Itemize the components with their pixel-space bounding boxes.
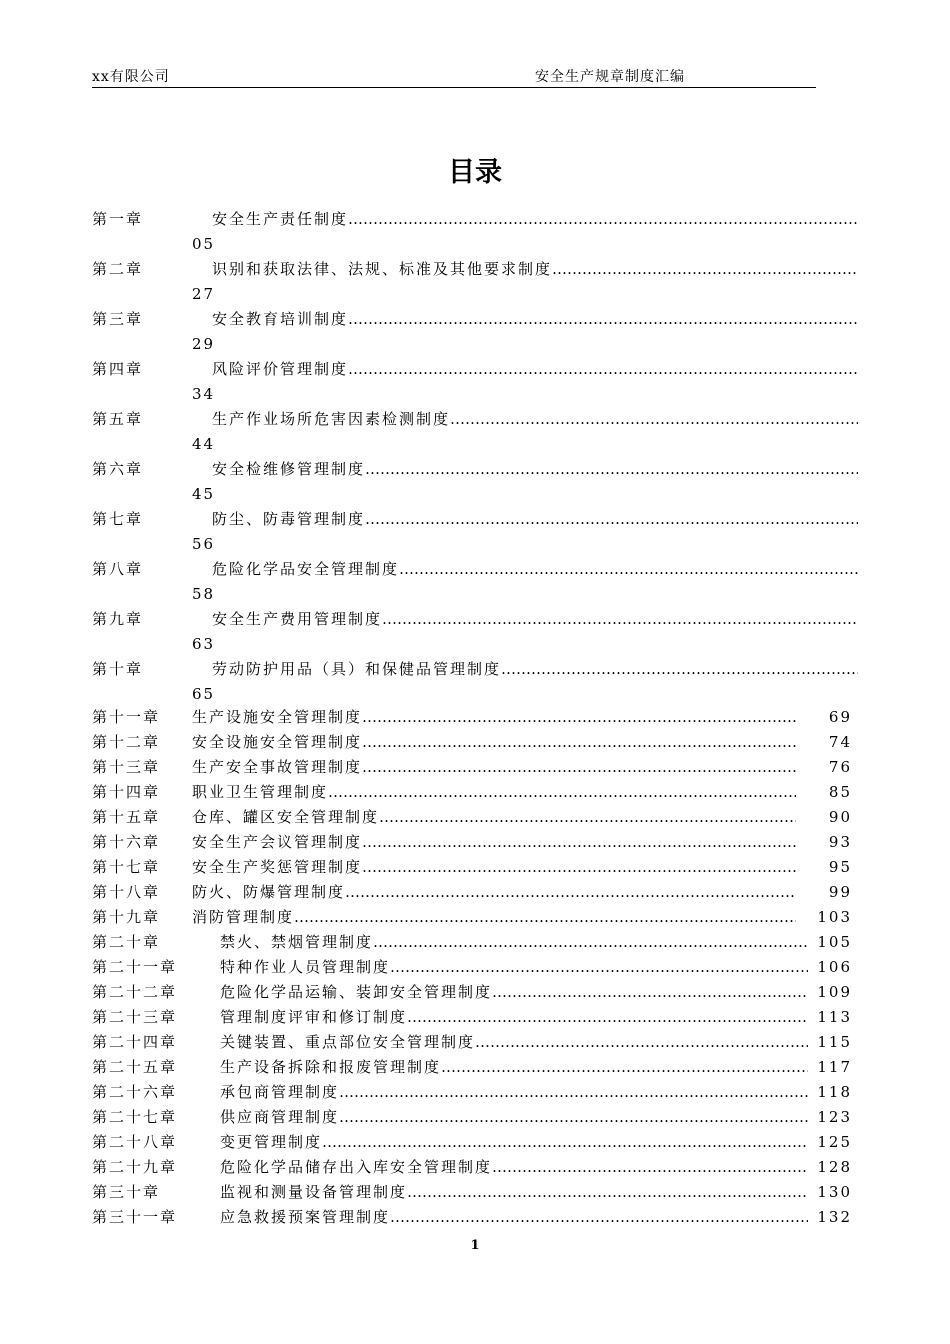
toc-dot-leader: [492, 980, 808, 1005]
toc-page-number: 117: [817, 1058, 852, 1076]
toc-dot-leader: [294, 905, 796, 930]
toc-chapter-title: 安全生产奖惩管理制度: [192, 858, 363, 876]
toc-chapter-title: 仓库、罐区安全管理制度: [192, 808, 380, 826]
toc-dot-leader: [362, 830, 796, 855]
toc-page-number: 118: [817, 1083, 852, 1101]
toc-page-number: 99: [828, 883, 852, 901]
toc-dot-leader: [390, 1205, 808, 1230]
toc-dot-leader: [379, 805, 796, 830]
toc-dot-leader: [362, 755, 796, 780]
toc-dot-leader: [390, 955, 808, 980]
toc-entry[interactable]: [92, 705, 852, 730]
toc-chapter-label: 第一章: [92, 210, 144, 228]
toc-dot-leader: [407, 1180, 808, 1205]
toc-title: 目录: [448, 157, 502, 188]
toc-chapter-label: 第三十一章: [92, 1208, 178, 1226]
toc-page-number: 123: [817, 1108, 852, 1126]
toc-entry[interactable]: [92, 730, 852, 755]
toc-chapter-title: 安全生产费用管理制度: [212, 610, 383, 628]
toc-chapter-label: 第二十章: [92, 933, 161, 951]
toc-page-number: 90: [828, 808, 852, 826]
toc-chapter-label: 第二十四章: [92, 1033, 178, 1051]
toc-page-number: 132: [817, 1208, 852, 1226]
toc-chapter-label: 第十九章: [92, 908, 161, 926]
toc-chapter-label: 第三章: [92, 310, 144, 328]
toc-entry[interactable]: [92, 830, 852, 855]
toc-entry[interactable]: [92, 507, 858, 557]
toc-chapter-label: 第二十六章: [92, 1083, 178, 1101]
toc-entry[interactable]: [92, 755, 852, 780]
toc-chapter-title: 劳动防护用品（具）和保健品管理制度: [212, 660, 502, 678]
toc-chapter-label: 第二十九章: [92, 1158, 178, 1176]
toc-chapter-title: 安全生产会议管理制度: [192, 833, 363, 851]
toc-page-number: 65: [192, 685, 216, 703]
toc-chapter-title: 应急救援预案管理制度: [220, 1208, 391, 1226]
toc-page-number: 74: [828, 733, 852, 751]
toc-entry[interactable]: [92, 1005, 852, 1030]
toc-chapter-title: 防尘、防毒管理制度: [212, 510, 366, 528]
toc-dot-leader: [345, 880, 796, 905]
toc-page-number: 128: [817, 1158, 852, 1176]
toc-chapter-label: 第十四章: [92, 783, 161, 801]
toc-chapter-label: 第十章: [92, 660, 144, 678]
toc-chapter-label: 第二十三章: [92, 1008, 178, 1026]
toc-dot-leader: [450, 407, 858, 432]
toc-chapter-title: 职业卫生管理制度: [192, 783, 329, 801]
toc-page-number: 58: [192, 585, 216, 603]
toc-entry[interactable]: [92, 307, 858, 357]
toc-chapter-label: 第二十一章: [92, 958, 178, 976]
toc-dot-leader: [339, 1080, 808, 1105]
toc-dot-leader: [475, 1030, 808, 1055]
toc-chapter-label: 第二十八章: [92, 1133, 178, 1151]
toc-chapter-label: 第二十二章: [92, 983, 178, 1001]
toc-chapter-title: 风险评价管理制度: [212, 360, 349, 378]
toc-chapter-label: 第七章: [92, 510, 144, 528]
toc-dot-leader: [492, 1155, 808, 1180]
toc-page-number: 69: [828, 708, 852, 726]
header-rule: [92, 87, 816, 88]
toc-dot-leader: [407, 1005, 808, 1030]
toc-dot-leader: [373, 930, 808, 955]
toc-chapter-title: 消防管理制度: [192, 908, 295, 926]
toc-entry[interactable]: [92, 657, 858, 707]
toc-entry[interactable]: [92, 357, 858, 407]
toc-dot-leader: [322, 1130, 808, 1155]
toc-chapter-label: 第十一章: [92, 708, 161, 726]
toc-page-number: 103: [817, 908, 852, 926]
toc-dot-leader: [552, 257, 858, 282]
toc-page-number: 130: [817, 1183, 852, 1201]
toc-page-number: 44: [192, 435, 216, 453]
toc-chapter-label: 第十八章: [92, 883, 161, 901]
toc-chapter-title: 危险化学品安全管理制度: [212, 560, 400, 578]
toc-chapter-label: 第五章: [92, 410, 144, 428]
toc-entry[interactable]: [92, 607, 858, 657]
toc-chapter-title: 安全教育培训制度: [212, 310, 349, 328]
toc-chapter-title: 生产作业场所危害因素检测制度: [212, 410, 451, 428]
header-title: 安全生产规章制度汇编: [535, 69, 685, 85]
toc-page-number: 34: [192, 385, 216, 403]
toc-entry[interactable]: [92, 780, 852, 805]
toc-chapter-title: 安全生产责任制度: [212, 210, 349, 228]
toc-chapter-title: 危险化学品储存出入库安全管理制度: [220, 1158, 493, 1176]
toc-dot-leader: [328, 780, 796, 805]
toc-chapter-title: 安全检维修管理制度: [212, 460, 366, 478]
toc-dot-leader: [365, 507, 858, 532]
toc-chapter-label: 第十三章: [92, 758, 161, 776]
toc-page-number: 106: [817, 958, 852, 976]
toc-chapter-title: 供应商管理制度: [220, 1108, 340, 1126]
toc-entry[interactable]: [92, 905, 852, 930]
toc-entry[interactable]: [92, 880, 852, 905]
toc-chapter-label: 第三十章: [92, 1183, 161, 1201]
toc-entry[interactable]: [92, 1105, 852, 1130]
toc-entry[interactable]: [92, 955, 852, 980]
toc-chapter-title: 危险化学品运输、装卸安全管理制度: [220, 983, 493, 1001]
toc-page-number: 105: [817, 933, 852, 951]
toc-chapter-label: 第二十七章: [92, 1108, 178, 1126]
toc-dot-leader: [501, 657, 858, 682]
toc-chapter-label: 第十五章: [92, 808, 161, 826]
toc-page-number: 115: [817, 1033, 852, 1051]
toc-chapter-label: 第九章: [92, 610, 144, 628]
toc-entry[interactable]: [92, 457, 858, 507]
toc-page-number: 56: [192, 535, 216, 553]
toc-entry[interactable]: [92, 557, 858, 607]
toc-entry[interactable]: [92, 1055, 852, 1080]
toc-chapter-title: 识别和获取法律、法规、标准及其他要求制度: [212, 260, 553, 278]
toc-chapter-title: 安全设施安全管理制度: [192, 733, 363, 751]
toc-page-number: 76: [828, 758, 852, 776]
toc-page-number: 85: [828, 783, 852, 801]
toc-page-number: 45: [192, 485, 216, 503]
toc-chapter-label: 第八章: [92, 560, 144, 578]
toc-chapter-label: 第六章: [92, 460, 144, 478]
toc-chapter-title: 关键装置、重点部位安全管理制度: [220, 1033, 476, 1051]
toc-page-number: 29: [192, 335, 216, 353]
toc-entry[interactable]: [92, 1130, 852, 1155]
toc-entry[interactable]: [92, 1030, 852, 1055]
toc-entry[interactable]: [92, 805, 852, 830]
toc-chapter-title: 特种作业人员管理制度: [220, 958, 391, 976]
toc-chapter-title: 管理制度评审和修订制度: [220, 1008, 408, 1026]
toc-entry[interactable]: [92, 1080, 852, 1105]
toc-chapter-label: 第十七章: [92, 858, 161, 876]
toc-page-number: 125: [817, 1133, 852, 1151]
toc-entry[interactable]: [92, 1205, 852, 1230]
toc-page-number: 109: [817, 983, 852, 1001]
toc-entry[interactable]: [92, 257, 858, 307]
toc-dot-leader: [362, 705, 796, 730]
toc-chapter-title: 禁火、禁烟管理制度: [220, 933, 374, 951]
toc-dot-leader: [441, 1055, 808, 1080]
toc-page-number: 113: [817, 1008, 852, 1026]
toc-chapter-title: 生产安全事故管理制度: [192, 758, 363, 776]
toc-page-number: 27: [192, 285, 216, 303]
toc-chapter-label: 第二十五章: [92, 1058, 178, 1076]
page-number: 1: [470, 1238, 480, 1253]
toc-dot-leader: [365, 457, 858, 482]
toc-page-number: 63: [192, 635, 216, 653]
toc-chapter-title: 变更管理制度: [220, 1133, 323, 1151]
toc-chapter-title: 承包商管理制度: [220, 1083, 340, 1101]
toc-page-number: 95: [828, 858, 852, 876]
header-company: xx有限公司: [92, 69, 170, 85]
toc-chapter-title: 监视和测量设备管理制度: [220, 1183, 408, 1201]
toc-entry[interactable]: [92, 930, 852, 955]
toc-chapter-title: 防火、防爆管理制度: [192, 883, 346, 901]
toc-page-number: 93: [828, 833, 852, 851]
toc-entry[interactable]: [92, 855, 852, 880]
toc-dot-leader: [382, 607, 858, 632]
toc-entry[interactable]: [92, 207, 858, 257]
toc-entry[interactable]: [92, 407, 858, 457]
toc-chapter-title: 生产设备拆除和报废管理制度: [220, 1058, 442, 1076]
toc-chapter-label: 第十六章: [92, 833, 161, 851]
toc-chapter-title: 生产设施安全管理制度: [192, 708, 363, 726]
toc-entry[interactable]: [92, 1155, 852, 1180]
toc-dot-leader: [362, 730, 796, 755]
toc-dot-leader: [362, 855, 796, 880]
toc-entry[interactable]: [92, 1180, 852, 1205]
toc-dot-leader: [399, 557, 858, 582]
toc-dot-leader: [348, 307, 858, 332]
toc-entry[interactable]: [92, 980, 852, 1005]
toc-page-number: 05: [192, 235, 216, 253]
toc-chapter-label: 第四章: [92, 360, 144, 378]
toc-chapter-label: 第十二章: [92, 733, 161, 751]
toc-dot-leader: [348, 207, 858, 232]
toc-dot-leader: [339, 1105, 808, 1130]
toc-dot-leader: [348, 357, 858, 382]
toc-chapter-label: 第二章: [92, 260, 144, 278]
